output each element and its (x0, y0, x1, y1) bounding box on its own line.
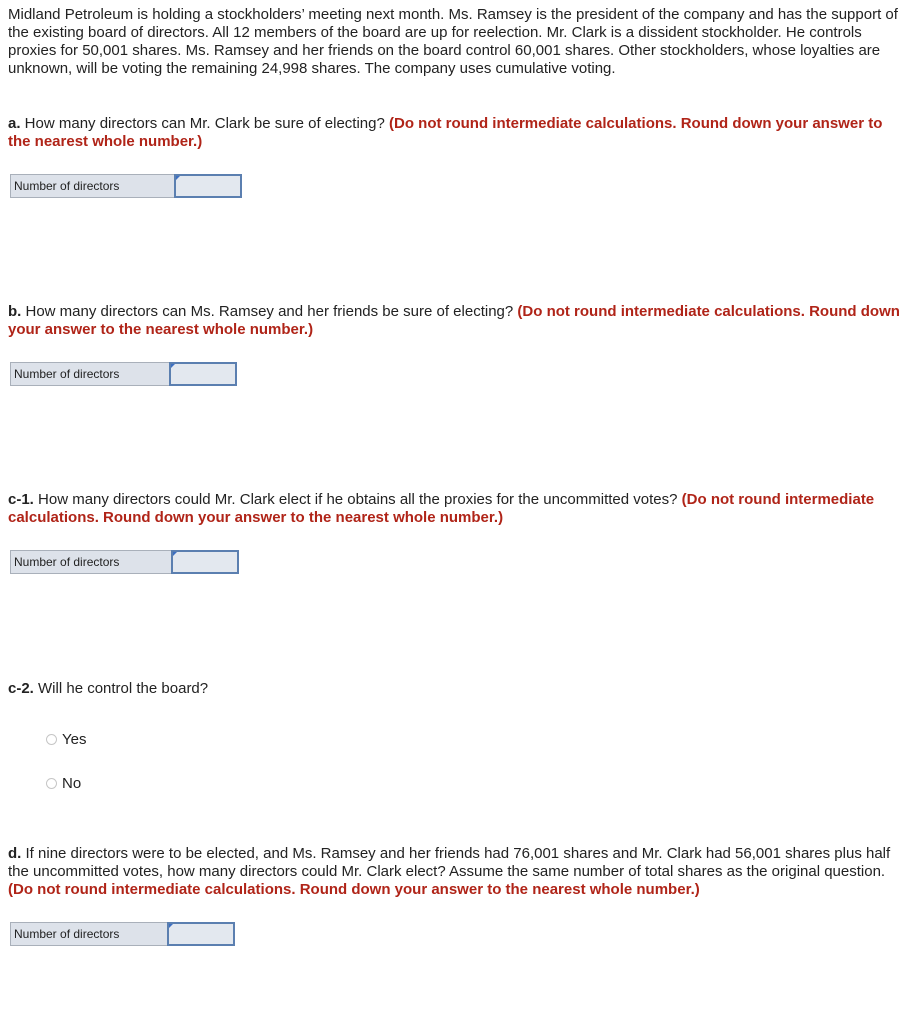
answer-c1-input-wrap (171, 550, 239, 574)
option-yes-label: Yes (62, 731, 87, 748)
answer-d-input[interactable] (167, 922, 235, 946)
question-c2-label: c-2. (8, 680, 34, 697)
answer-b-label: Number of directors (10, 362, 169, 386)
question-c2 (8, 680, 906, 698)
question-b-label: b. (8, 303, 22, 320)
question-a-label: a. (8, 115, 21, 132)
answer-a-input-wrap (174, 174, 242, 198)
answer-row-d (10, 922, 235, 946)
answer-c1-input[interactable] (171, 550, 239, 574)
radio-no[interactable] (46, 778, 57, 789)
answer-row-b (10, 362, 237, 386)
option-no-label: No (62, 775, 82, 792)
question-a-text: How many directors can Mr. Clark be sure of electing? (20, 115, 389, 132)
question-d (8, 845, 906, 899)
question-c1-instruction: (Do not round intermediate calculations. Round down your answer to the nearest whole number.) (8, 491, 875, 526)
question-b-instruction: (Do not round intermediate calculations. Round down your answer to the nearest whole number.) (8, 303, 900, 338)
answer-b-input-wrap (169, 362, 237, 386)
problem-intro: Midland Petroleum is holding a stockholders’ meeting next month. Ms. Ramsey is the president of the company and has the support of the existing board of directors. All 12 members of the board are up for reelection. Mr. Clark is a dissident stockholder. He controls proxies for 50,001 shares. Ms. Ramsey and her friends on the board control 60,001 shares. Other stockholders, whose loyalties are unknown, will be voting the remaining 24,998 shares. The company uses cumulative voting. (8, 6, 898, 77)
question-d-text: If nine directors were to be elected, and Ms. Ramsey and her friends had 76,001 shares and Mr. Clark had 56,001 shares plus half the uncommitted votes, how many directors could Mr. Clark elect? Assume the same number of total shares as the original question. (8, 845, 891, 880)
question-c1-label: c-1. (8, 491, 34, 508)
question-b (8, 303, 906, 339)
option-yes[interactable] (46, 731, 86, 748)
question-b-text: How many directors can Ms. Ramsey and her friends be sure of electing? (21, 303, 518, 320)
option-no[interactable] (46, 775, 81, 792)
answer-row-c1 (10, 550, 239, 574)
answer-b-input[interactable] (169, 362, 237, 386)
answer-a-label: Number of directors (10, 174, 174, 198)
answer-c1-label: Number of directors (10, 550, 171, 574)
answer-row-a (10, 174, 242, 198)
question-c1-text: How many directors could Mr. Clark elect if he obtains all the proxies for the uncommitted votes? (33, 491, 682, 508)
question-d-label: d. (8, 845, 22, 862)
answer-d-input-wrap (167, 922, 235, 946)
question-c1 (8, 491, 906, 527)
question-a-instruction: (Do not round intermediate calculations. Round down your answer to the nearest whole number.) (8, 115, 883, 150)
question-a (8, 115, 906, 151)
question-d-instruction: (Do not round intermediate calculations. Round down your answer to the nearest whole number.) (8, 881, 700, 898)
answer-d-label: Number of directors (10, 922, 167, 946)
radio-yes[interactable] (46, 734, 57, 745)
answer-a-input[interactable] (174, 174, 242, 198)
question-c2-text: Will he control the board? (33, 680, 209, 697)
